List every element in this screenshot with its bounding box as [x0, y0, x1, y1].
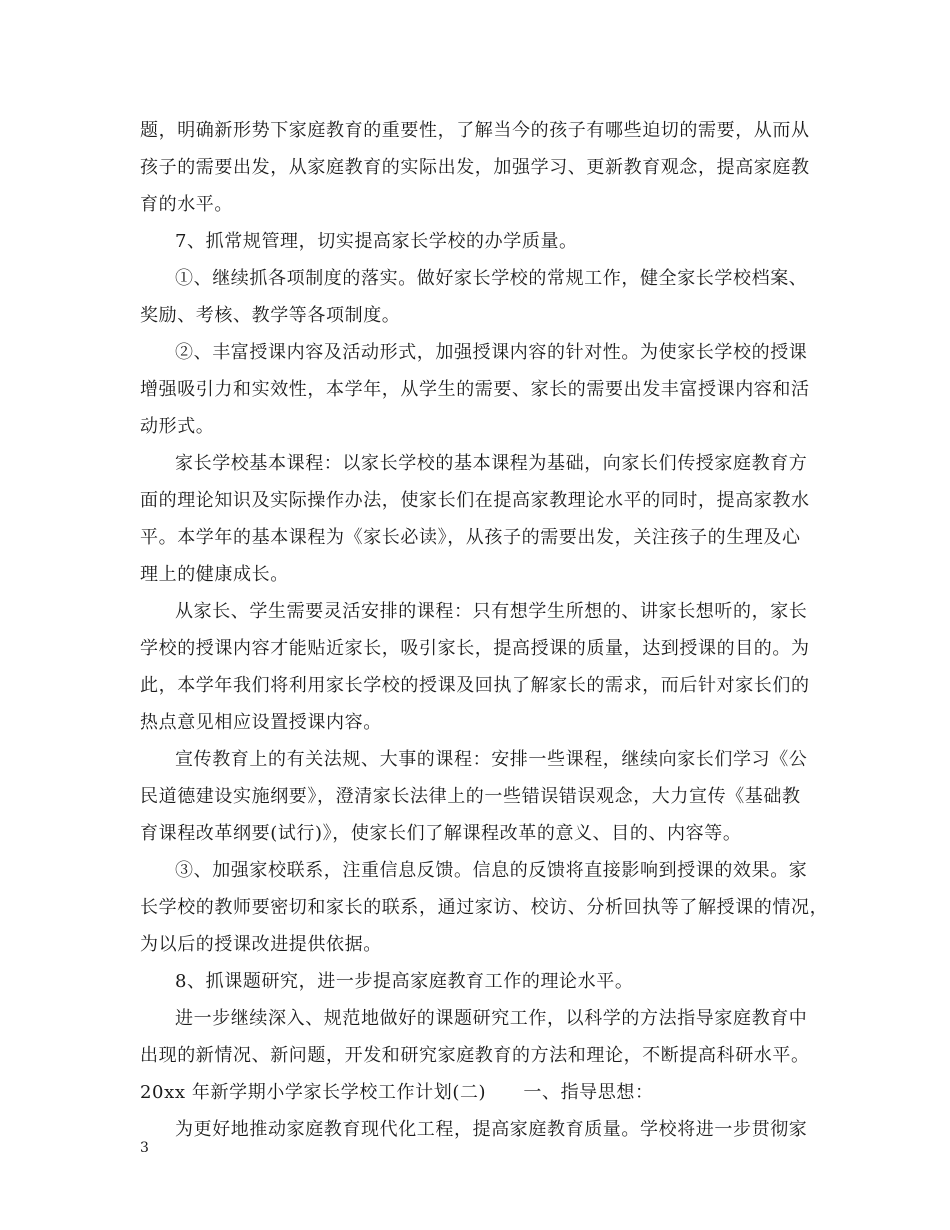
- document-subtitle: 20xx 年新学期小学家长学校工作计划(二) 一、指导思想：: [140, 1082, 654, 1103]
- text-line: 进一步继续深入、规范地做好的课题研究工作，以科学的方法指导家庭教育中: [175, 1008, 808, 1029]
- text-line: 育的水平。: [140, 194, 233, 215]
- section-heading: 8、抓课题研究，进一步提高家庭教育工作的理论水平。: [175, 971, 634, 992]
- text-line: 家长学校基本课程：以家长学校的基本课程为基础，向家长们传授家庭教育方: [175, 453, 808, 474]
- text-line: 学校的授课内容才能贴近家长，吸引家长，提高授课的质量，达到授课的目的。为: [140, 638, 810, 659]
- text-line: 此，本学年我们将利用家长学校的授课及回执了解家长的需求，而后针对家长们的: [140, 675, 810, 696]
- text-line: 民道德建设实施纲要》，澄清家长法律上的一些错误错误观念，大力宣传《基础教: [140, 786, 801, 807]
- text-line: 育课程改革纲要(试行)》，使家长们了解课程改革的意义、目的、内容等。: [140, 823, 742, 844]
- page-number: 3: [140, 1140, 149, 1156]
- text-line: 长学校的教师要密切和家长的联系，通过家访、校访、分析回执等了解授课的情况，: [140, 897, 829, 918]
- text-line: 宣传教育上的有关法规、大事的课程：安排一些课程，继续向家长们学习《公: [175, 749, 808, 770]
- text-line: 平。本学年的基本课程为《家长必读》，从孩子的需要出发，关注孩子的生理及心: [140, 527, 801, 548]
- text-line: 出现的新情况、新问题，开发和研究家庭教育的方法和理论，不断提高科研水平。: [140, 1045, 810, 1066]
- text-line: ②、丰富授课内容及活动形式，加强授课内容的针对性。为使家长学校的授课: [175, 342, 808, 363]
- section-heading: 7、抓常规管理，切实提高家长学校的办学质量。: [175, 231, 578, 252]
- text-line: 奖励、考核、教学等各项制度。: [140, 305, 401, 326]
- text-line: 孩子的需要出发，从家庭教育的实际出发，加强学习、更新教育观念，提高家庭教: [140, 157, 810, 178]
- text-line: 热点意见相应设置授课内容。: [140, 712, 382, 733]
- text-line: 为以后的授课改进提供依据。: [140, 934, 382, 955]
- text-line: 动形式。: [140, 416, 215, 437]
- text-line: 增强吸引力和实效性，本学年，从学生的需要、家长的需要出发丰富授课内容和活: [140, 379, 810, 400]
- text-line: ①、继续抓各项制度的落实。做好家长学校的常规工作，健全家长学校档案、: [175, 268, 808, 289]
- text-line: 题，明确新形势下家庭教育的重要性，了解当今的孩子有哪些迫切的需要，从而从: [140, 120, 810, 141]
- text-line: 从家长、学生需要灵活安排的课程：只有想学生所想的、讲家长想听的，家长: [175, 601, 808, 622]
- text-line: 为更好地推动家庭教育现代化工程，提高家庭教育质量。学校将进一步贯彻家: [175, 1119, 808, 1140]
- text-line: 理上的健康成长。: [140, 564, 289, 585]
- text-line: 面的理论知识及实际操作办法，使家长们在提高家教理论水平的同时，提高家教水: [140, 490, 810, 511]
- text-line: ③、加强家校联系，注重信息反馈。信息的反馈将直接影响到授课的效果。家: [175, 860, 808, 881]
